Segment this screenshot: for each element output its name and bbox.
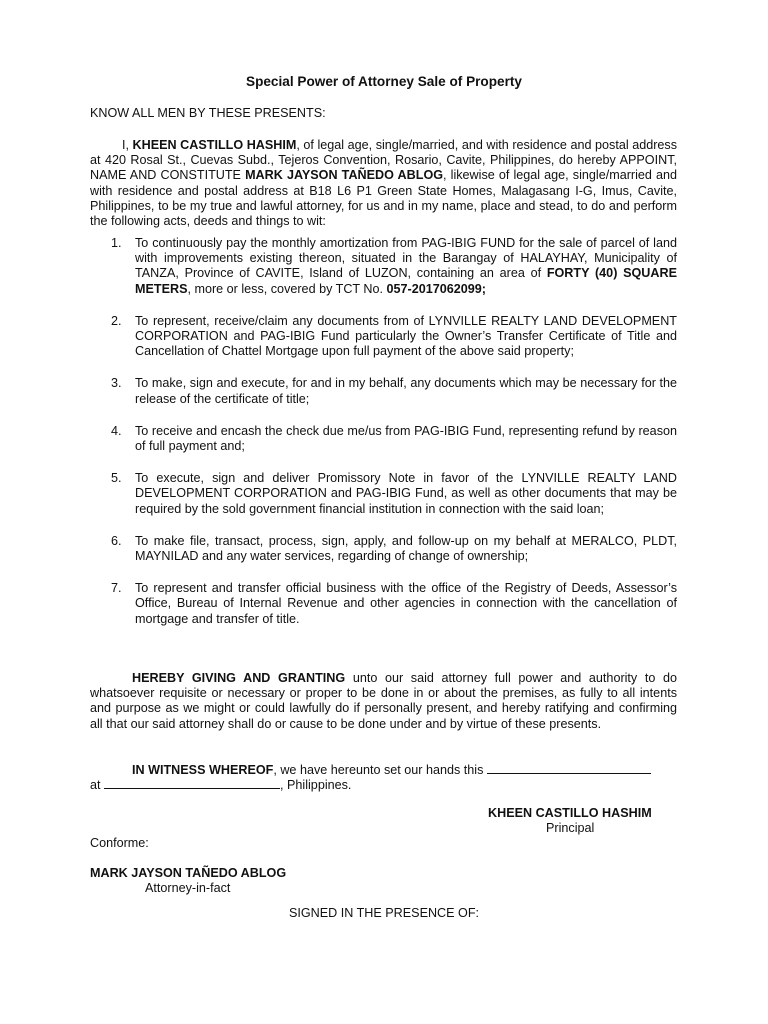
tct-number-bold: 057-2017062099;: [386, 281, 486, 296]
document-title: Special Power of Attorney Sale of Property: [246, 74, 522, 89]
list-item-text: To make, sign and execute, for and in my behalf, any documents which may be necessary for the release of the certificate of title;: [135, 376, 677, 406]
list-item-text: To receive and encash the check due me/us from PAG-IBIG Fund, representing refund by reason of full payment and;: [135, 423, 677, 454]
witness-line-1: [132, 762, 692, 778]
list-item-number: 4.: [111, 423, 122, 438]
principal-signature-name: KHEEN CASTILLO HASHIM: [488, 806, 652, 820]
list-item: [111, 376, 677, 406]
know-all-men-heading: KNOW ALL MEN BY THESE PRESENTS:: [90, 106, 326, 120]
granting-paragraph: [90, 671, 677, 732]
intro-paragraph: [90, 138, 677, 229]
list-item: [111, 236, 677, 297]
list-item: [111, 423, 677, 454]
list-item-number: 6.: [111, 533, 122, 548]
list-item-text: To make file, transact, process, sign, apply, and follow-up on my behalf at MERALCO, PLDT, MAYNILAD and any water services, regarding of change of ownership;: [135, 533, 677, 564]
witness-place-suffix: , Philippines.: [280, 778, 352, 792]
date-blank-field[interactable]: [487, 762, 651, 774]
principal-role-label: Principal: [546, 821, 595, 835]
signed-in-presence-heading: [0, 906, 768, 921]
list-item-number: 3.: [111, 376, 122, 391]
area-bold: FORTY (40) SQUARE METERS: [135, 266, 677, 296]
list-item-text: To continuously pay the monthly amortization from PAG-IBIG FUND for the sale of parcel of land with improvements existing thereon, situated in the Barangay of HALAYHAY, Municipality of TANZA, Province of CAVITE, Island of LUZON, containing an area of: [135, 236, 677, 281]
list-item-number: 2.: [111, 313, 122, 328]
intro-text-3: , likewise of legal age, single/married and with residence and postal address at B18 L6 P1 Green State Homes, Malagasang I-G, Imus, Cavite, Philippines, to be my true and lawful attorney, for us and in my name, place and stead, to do and perform the following acts, deeds and things to wit:: [90, 168, 678, 229]
witness-line-2: [90, 777, 650, 793]
principal-name-inline: KHEEN CASTILLO HASHIM: [132, 138, 297, 152]
witness-at-label: at: [90, 778, 105, 792]
list-item-text: To represent, receive/claim any documents from of LYNVILLE REALTY LAND DEVELOPMENT CORPORATION and PAG-IBIG Fund particularly the Owner’s Transfer Certificate of Title and Cancellation of Chattel Mortgage upon full payment of the above said property;: [135, 313, 677, 359]
presence-text: SIGNED IN THE PRESENCE OF:: [288, 906, 480, 920]
intro-text-2: , of legal age, single/married, and with residence and postal address at 420 Rosal St., Cuevas Subd., Tejeros Convention, Rosario, Cavite, Philippines, do hereby APPOINT, NAME AND CONSTITUTE: [90, 138, 678, 183]
list-item: [111, 313, 677, 360]
list-item-number: 5.: [111, 471, 122, 486]
attorney-role-label: Attorney-in-fact: [145, 881, 231, 895]
list-item: [111, 471, 677, 517]
granting-bold: HEREBY GIVING AND GRANTING: [132, 671, 346, 685]
list-item-number: 7.: [111, 581, 122, 596]
list-item: [111, 533, 677, 564]
list-item-text: To represent and transfer official business with the office of the Registry of Deeds, Assessor’s Office, Bureau of Internal Revenue and other agencies in connection with the cancellation of mortgage and transfer of title.: [135, 581, 677, 626]
list-item: [111, 581, 677, 627]
attorney-name-inline: MARK JAYSON TAÑEDO ABLOG: [245, 168, 444, 183]
list-item-number: 1.: [111, 236, 122, 250]
conforme-label: Conforme:: [90, 836, 149, 850]
witness-bold: IN WITNESS WHEREOF: [132, 763, 274, 777]
intro-text-1: I,: [122, 138, 133, 152]
list-item-text: , more or less, covered by TCT No.: [187, 281, 387, 296]
witness-text: , we have hereunto set our hands this: [273, 763, 487, 777]
acts-list: [111, 236, 677, 644]
list-item-text: To execute, sign and deliver Promissory Note in favor of the LYNVILLE REALTY LAND DEVELOPMENT CORPORATION and PAG-IBIG Fund, as well as other documents that may be required by the sold government financial institution in connection with the said loan;: [135, 471, 677, 516]
attorney-signature-name: MARK JAYSON TAÑEDO ABLOG: [90, 866, 287, 880]
granting-text: unto our said attorney full power and authority to do whatsoever requisite or necessary or proper to be done in or about the premises, as fully to all intents and purpose as we might or could lawfully do if personally present, and hereby ratifying and confirming all that our said attorney shall do or cause to be done under and by virtue of these presents.: [90, 671, 677, 731]
place-blank-field[interactable]: [104, 777, 280, 789]
